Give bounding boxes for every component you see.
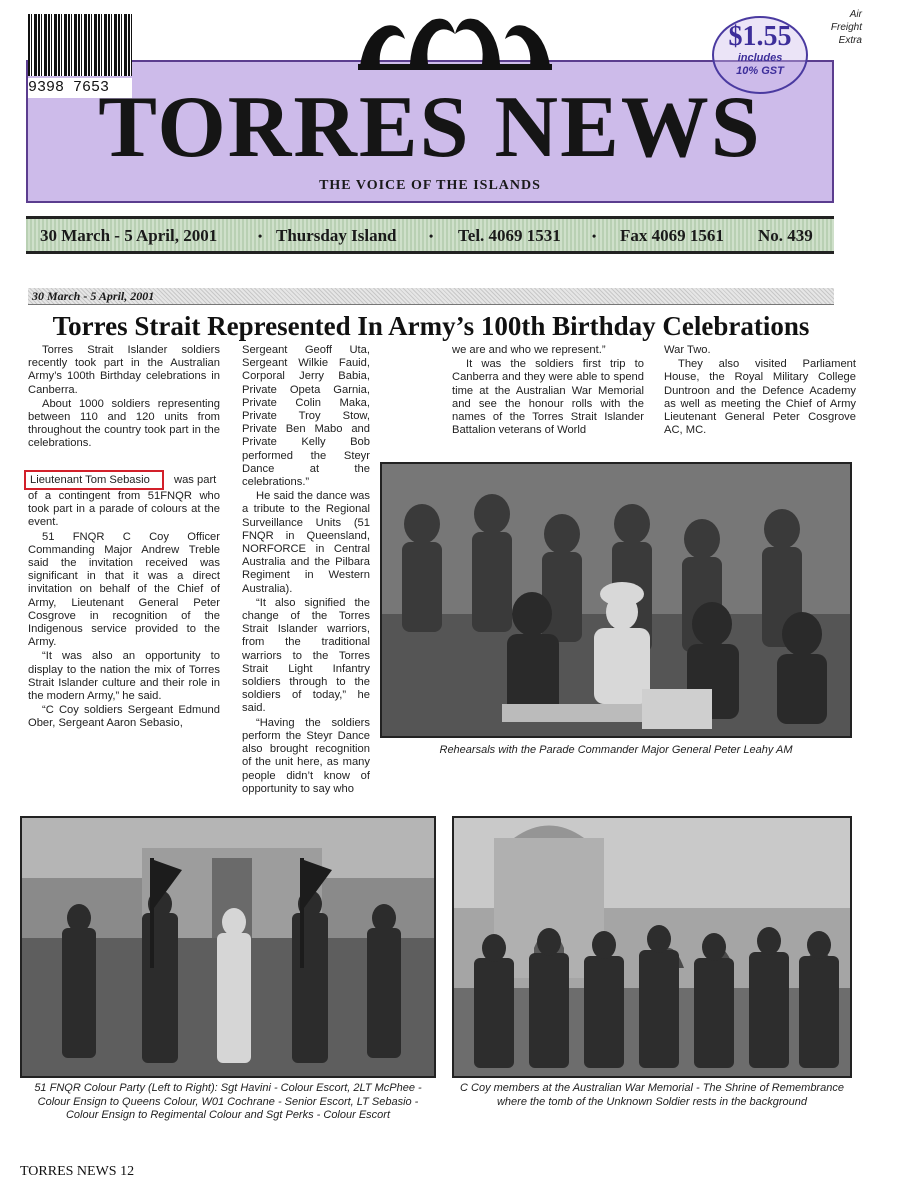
caption-right-photo: C Coy members at the Australian War Memorial - The Shrine of Remembrance where the tomb of the Unknown Soldier rests in the background	[460, 1082, 844, 1108]
caption-left-photo: 51 FNQR Colour Party (Left to Right): Sgt Havini - Colour Escort, 2LT McPhee - Colour Ensign to Queens Colour, W01 Cochrane - Senior Escort, LT Sebasio - Colour Ensign to Regimental Colour and Sgt Perks - Colour Escort	[34, 1082, 422, 1121]
issue-number: No. 439	[758, 226, 813, 245]
photo-war-memorial	[452, 816, 852, 1078]
price-note-line2: 10% GST	[736, 65, 784, 77]
fax: Fax 4069 1561	[620, 226, 724, 245]
paragraph: Sergeant Geoff Uta, Sergeant Wilkie Fauid, Corporal Jerry Babia, Private Opeta Garnia, Private Colin Maka, Private Troy Stow, Private Ben Mabo and Private Kelly Bob performed the Steyr Dance at the celebrations.”	[242, 344, 370, 489]
war-memorial-image	[454, 818, 850, 1076]
colour-party-image	[22, 818, 434, 1076]
issue-date: 30 March - 5 April, 2001	[40, 226, 218, 245]
air-freight-note	[812, 8, 862, 47]
highlighted-name: Lieutenant Tom Sebasio	[24, 470, 164, 490]
soldiers-group-image	[382, 464, 850, 736]
paragraph: “It was also an opportunity to display to the nation the mix of Torres Strait Islander culture and their role in the modern Army,” he said.	[28, 650, 220, 703]
paragraph: It was the soldiers first trip to Canberra and they were able to spend time at the Australian War Memorial and see the honour rolls with the names of the Torres Strait Islander Battalion veterans of World	[452, 358, 644, 437]
article-date-strip	[28, 288, 834, 305]
paragraph: we are and who we represent.”	[452, 344, 606, 356]
masthead-title: TORRES NEWS	[98, 79, 762, 176]
location: Thursday Island	[276, 226, 397, 245]
price-value: $1.55	[728, 21, 792, 52]
separator-dot: •	[258, 229, 263, 243]
paragraph: “It also signified the change of the Torres Strait Islander warriors, from the traditional warriors to the Torres Strait Light Infantry soldiers through to the soldiers of today,” he said.	[242, 596, 370, 715]
article-column-4	[664, 344, 856, 437]
highlight-continuation: was part	[174, 474, 217, 486]
masthead-logo-icon	[350, 4, 560, 74]
paragraph: “Having the soldiers perform the Steyr Dance also brought recognition of the unit here, as many people didn’t know of opportunity to say who	[242, 716, 370, 795]
price-note-line1: includes	[737, 52, 783, 64]
separator-dot: •	[429, 229, 434, 243]
paragraph: “C Coy soldiers Sergeant Edmund Ober, Sergeant Aaron Sebasio,	[28, 704, 220, 730]
article-column-1b	[28, 490, 220, 731]
info-bar	[26, 216, 834, 254]
paragraph: 51 FNQR C Coy Officer Commanding Major Andrew Treble said the invitation received was significant in that it was a direct invitation on behalf of the Chief of Army, Lieutenant General Peter Cosgrove in recognition of the Indigenous service provided to the Army.	[28, 530, 220, 649]
paragraph: of a contingent from 51FNQR who took part in a parade of colours at the event.	[28, 490, 220, 529]
paragraph: They also visited Parliament House, the Royal Military College Duntroon and the Defence Academy as well as meeting the Chief of Army Lieutenant General Peter Cosgrove AC, MC.	[664, 358, 856, 437]
barcode-number: 9398 7653	[28, 78, 132, 98]
price-badge	[712, 16, 808, 94]
telephone: Tel. 4069 1531	[458, 226, 561, 245]
caption-main-photo: Rehearsals with the Parade Commander Major General Peter Leahy AM	[439, 744, 793, 756]
air-freight-line2: Freight	[830, 22, 862, 33]
paragraph: Torres Strait Islander soldiers recently took part in the Australian Army’s 100th Birthday celebrations in Canberra.	[28, 344, 220, 396]
article-headline: Torres Strait Represented In Army’s 100th Birthday Celebrations	[52, 311, 810, 341]
photo-colour-party	[20, 816, 436, 1078]
separator-dot: •	[592, 229, 597, 243]
article-column-1a	[28, 344, 220, 451]
barcode	[28, 14, 132, 76]
article-column-3	[452, 344, 644, 437]
paragraph: War Two.	[664, 344, 711, 356]
article-date: 30 March - 5 April, 2001	[32, 289, 155, 303]
air-freight-line1: Air	[849, 9, 862, 20]
page-footer: TORRES NEWS 12	[20, 1164, 135, 1179]
paragraph: He said the dance was a tribute to the Regional Surveillance Units (51 FNQR in Queensland, NORFORCE in Central Australia and the Pilbara Regiment in Western Australia).	[242, 490, 370, 595]
masthead-tagline: THE VOICE OF THE ISLANDS	[319, 178, 541, 193]
paragraph: About 1000 soldiers representing between 110 and 120 units from throughout the country took part in the celebrations.	[28, 397, 220, 450]
air-freight-line3: Extra	[838, 35, 862, 46]
photo-rehearsal-group	[380, 462, 852, 738]
article-column-2	[242, 344, 370, 796]
